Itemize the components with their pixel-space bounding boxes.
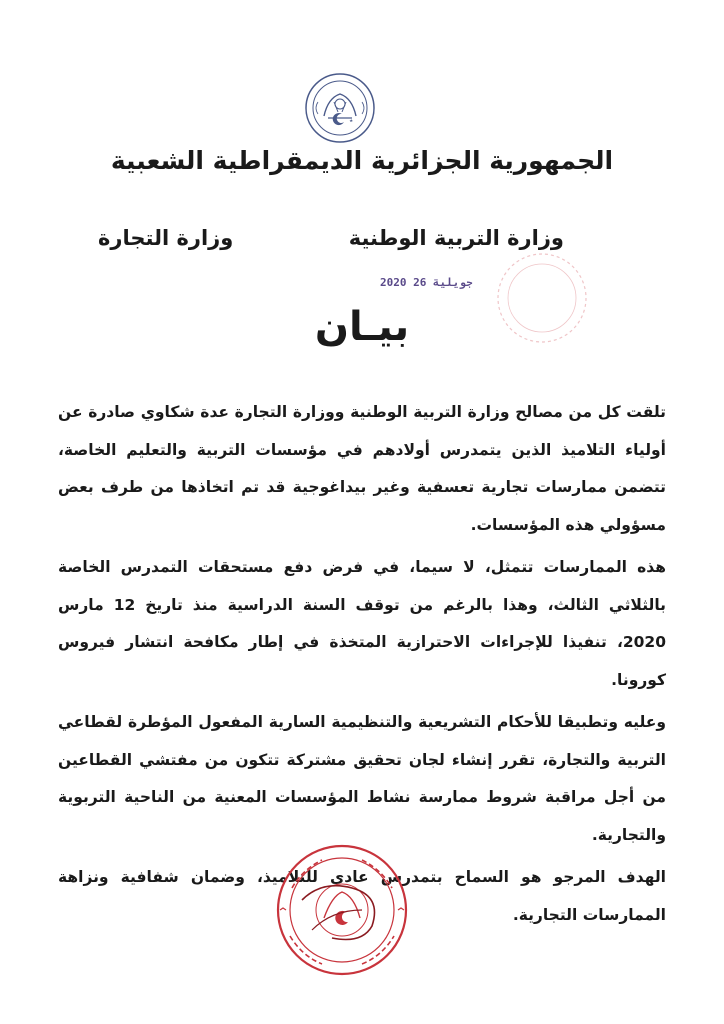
ministry-commerce-label: وزارة التجارة [98, 226, 234, 250]
paragraph-4: الهدف المرجو هو السماح بتمدرس عادي للتلاميذ، وضمان شفافية ونزاهة الممارسات التجارية. [58, 868, 666, 924]
republic-title: الجمهورية الجزائرية الديمقراطية الشعبية [110, 146, 614, 175]
date-stamp: 2020 جويلية 26 [380, 276, 473, 289]
national-emblem-icon [304, 72, 376, 144]
paragraph-3: وعليه وتطبيقا للأحكام التشريعية والتنظيمية السارية المفعول المؤطرة لقطاعي التربية والتجارة، تقرر إنشاء لجان تحقيق مشتركة تتكون من مفتشي القطاعين من أجل مراقبة شروط ممارسة نشاط المؤسسات المعنية من الناحية التربوية والتجارية. [58, 713, 666, 844]
paragraph-2: هذه الممارسات تتمثل، لا سيما، في فرض دفع مستحقات التمدرس الخاصة بالثلاثي الثالث، وهذا بالرغم من توقف السنة الدراسية منذ تاريخ 12 مارس 2020، تنفيذا للإجراءات الاحترازية المتخذة في إطار مكافحة انتشار فيروس كورونا. [58, 558, 666, 689]
ministry-stamp-icon [262, 840, 422, 980]
paragraph-1: تلقت كل من مصالح وزارة التربية الوطنية ووزارة التجارة عدة شكاوي صادرة عن أولياء التلاميذ الذين يتمدرس أولادهم في مؤسسات التربية والتعليم الخاصة، تتضمن ممارسات تجارية تعسفية وغير بيداغوجية قد تم اتخاذها من طرف بعض مسؤولي هذه المؤسسات. [58, 403, 666, 534]
document-title: بيـان [314, 304, 410, 350]
ministry-education-label: وزارة التربية الوطنية [348, 226, 564, 250]
